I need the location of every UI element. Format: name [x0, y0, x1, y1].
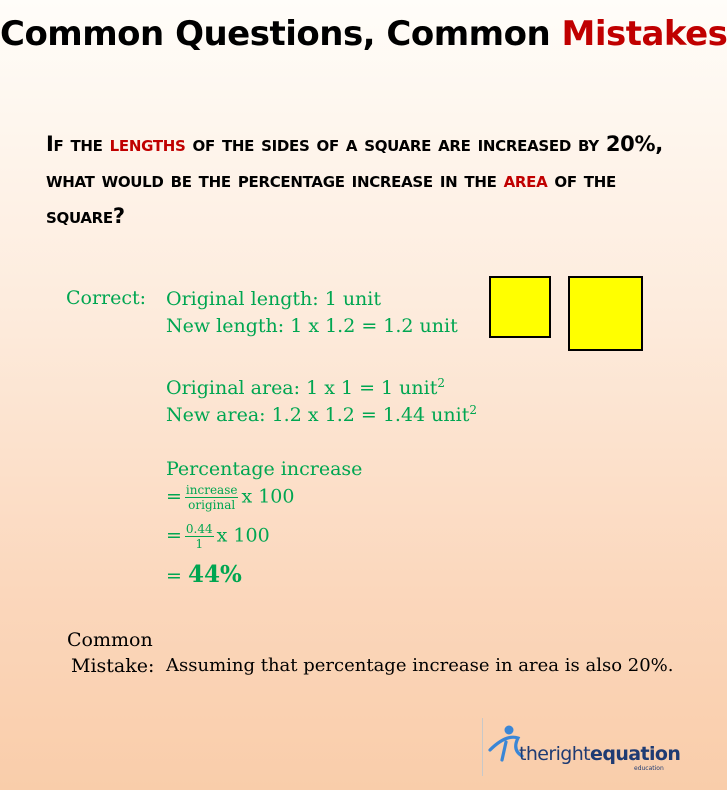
logo-subtext: education	[634, 765, 664, 772]
equals-sign: =	[166, 485, 182, 508]
mistake-text: Assuming that percentage increase in area is also 20%.	[166, 655, 674, 676]
percentage-heading: Percentage increase	[166, 458, 363, 480]
fraction-denominator: 1	[195, 537, 204, 551]
superscript: 2	[437, 376, 446, 390]
new-area-text: New area: 1.2 x 1.2 = 1.44 unit	[166, 404, 470, 426]
new-area	[166, 397, 477, 428]
fraction-denominator: original	[188, 498, 236, 512]
times-100: x 100	[216, 524, 270, 547]
logo-text-part1: theright	[519, 743, 591, 765]
question-part: of the sides of a square are increased by 20%, what would be the percentage increase in the	[46, 132, 663, 192]
times-100: x 100	[241, 485, 295, 508]
question-part: of the square?	[46, 168, 616, 228]
fraction-numerator: increase	[185, 483, 238, 497]
original-length: Original length: 1 unit	[166, 288, 382, 310]
equals-sign: =	[166, 524, 182, 547]
fraction-increase-over-original	[185, 483, 239, 512]
fraction-value	[185, 522, 214, 551]
result-line	[166, 562, 242, 589]
page-title	[0, 14, 727, 54]
result-value: 44%	[187, 561, 242, 588]
logo-text-part2: equation	[590, 743, 681, 765]
question-highlight-area: area	[503, 168, 548, 192]
original-square	[489, 276, 551, 338]
question-text	[46, 126, 666, 234]
superscript: 2	[469, 403, 477, 417]
title-main: Common Questions, Common	[0, 14, 562, 54]
correct-label: Correct:	[66, 287, 147, 309]
fraction-numerator: 0.44	[185, 522, 213, 536]
formula-line-1	[166, 483, 295, 512]
mistake-label-line2: Mistake:	[71, 655, 155, 677]
question-highlight-lengths: lengths	[109, 132, 186, 156]
new-length: New length: 1 x 1.2 = 1.2 unit	[166, 315, 458, 337]
logo-wordmark	[519, 743, 680, 765]
formula-line-2	[166, 522, 270, 551]
original-area-text: Original area: 1 x 1 = 1 unit	[166, 377, 438, 399]
title-highlight: Mistakes	[561, 14, 727, 54]
enlarged-square	[568, 276, 643, 351]
mistake-label-line1: Common	[67, 629, 153, 651]
question-part: If the	[46, 132, 110, 156]
equals-sign: =	[166, 565, 182, 587]
